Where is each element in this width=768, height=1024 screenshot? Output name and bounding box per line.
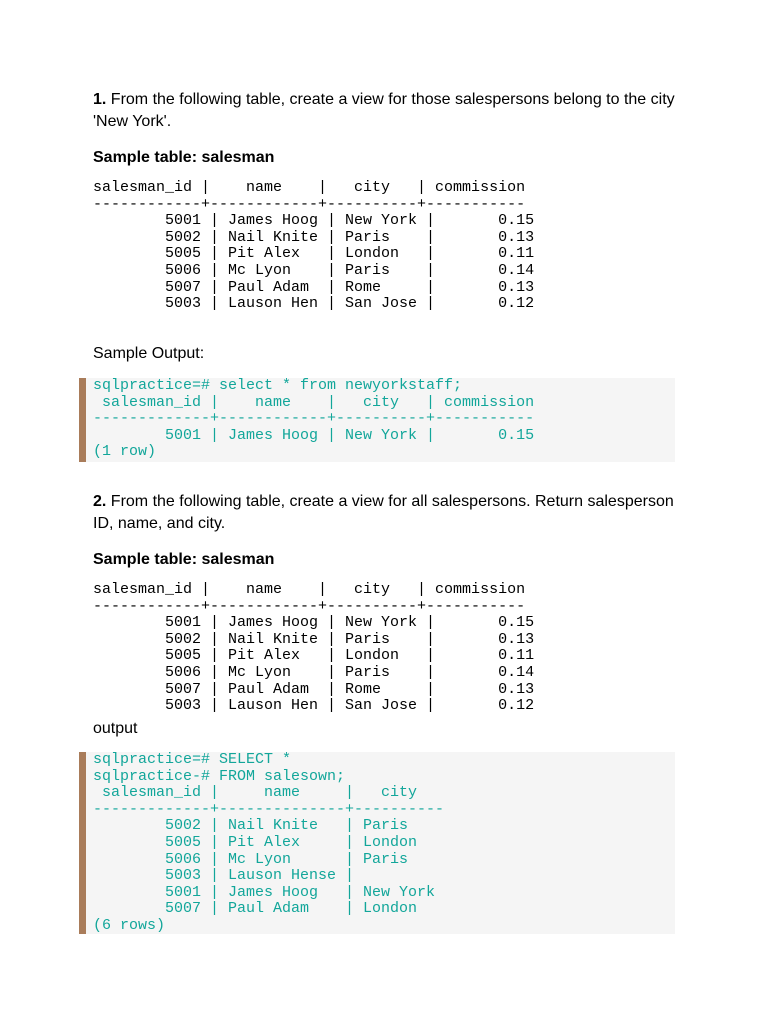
question-2-output-block bbox=[79, 752, 675, 934]
question-1-output-label: Sample Output: bbox=[93, 345, 205, 362]
question-2-table-title: Sample table: salesman bbox=[93, 551, 275, 568]
question-1-table-title: Sample table: salesman bbox=[93, 149, 275, 166]
question-1-output-block bbox=[79, 378, 675, 462]
question-2-output-label: output bbox=[93, 720, 138, 737]
question-1-text: From the following table, create a view for those salespersons belong to the city 'New York'. bbox=[93, 91, 675, 130]
question-1-sample-table: salesman_id | name | city | commission ------------+------------+----------+----------- 5001 | James Hoog | New York | 0.15 5002 | Nail Knite | Paris | 0.13 5005 | Pit Alex | London | 0.11 5006 | Mc Lyon | Paris | 0.14 5007 | Paul Adam | Rome | 0.13 5003 | Lauson Hen | San Jose | 0.12 bbox=[93, 179, 535, 313]
question-2-sample-table: salesman_id | name | city | commission ------------+------------+----------+----------- 5001 | James Hoog | New York | 0.15 5002 | Nail Knite | Paris | 0.13 5005 | Pit Alex | London | 0.11 5006 | Mc Lyon | Paris | 0.14 5007 | Paul Adam | Rome | 0.13 5003 | Lauson Hen | San Jose | 0.12 bbox=[93, 581, 535, 715]
question-2 bbox=[93, 491, 693, 535]
question-2-output-code: sqlpractice=# SELECT * sqlpractice-# FROM salesown; salesman_id | name | city -------------+--------------+---------- 5002 | Nail Knite | Paris 5005 | Pit Alex | London 5006 | Mc Lyon | Paris 5003 | Lauson Hense | 5001 | James Hoog | New York 5007 | Paul Adam | London (6 rows) bbox=[93, 751, 445, 934]
question-2-text: From the following table, create a view for all salespersons. Return salesperson ID, name, and city. bbox=[93, 493, 674, 532]
question-2-number: 2. bbox=[93, 493, 107, 510]
question-1-output-code: sqlpractice=# select * from newyorkstaff; salesman_id | name | city | commission -------------+------------+----------+----------- 5001 | James Hoog | New York | 0.15 (1 row) bbox=[93, 377, 535, 461]
question-1 bbox=[93, 89, 693, 133]
question-1-number: 1. bbox=[93, 91, 107, 108]
